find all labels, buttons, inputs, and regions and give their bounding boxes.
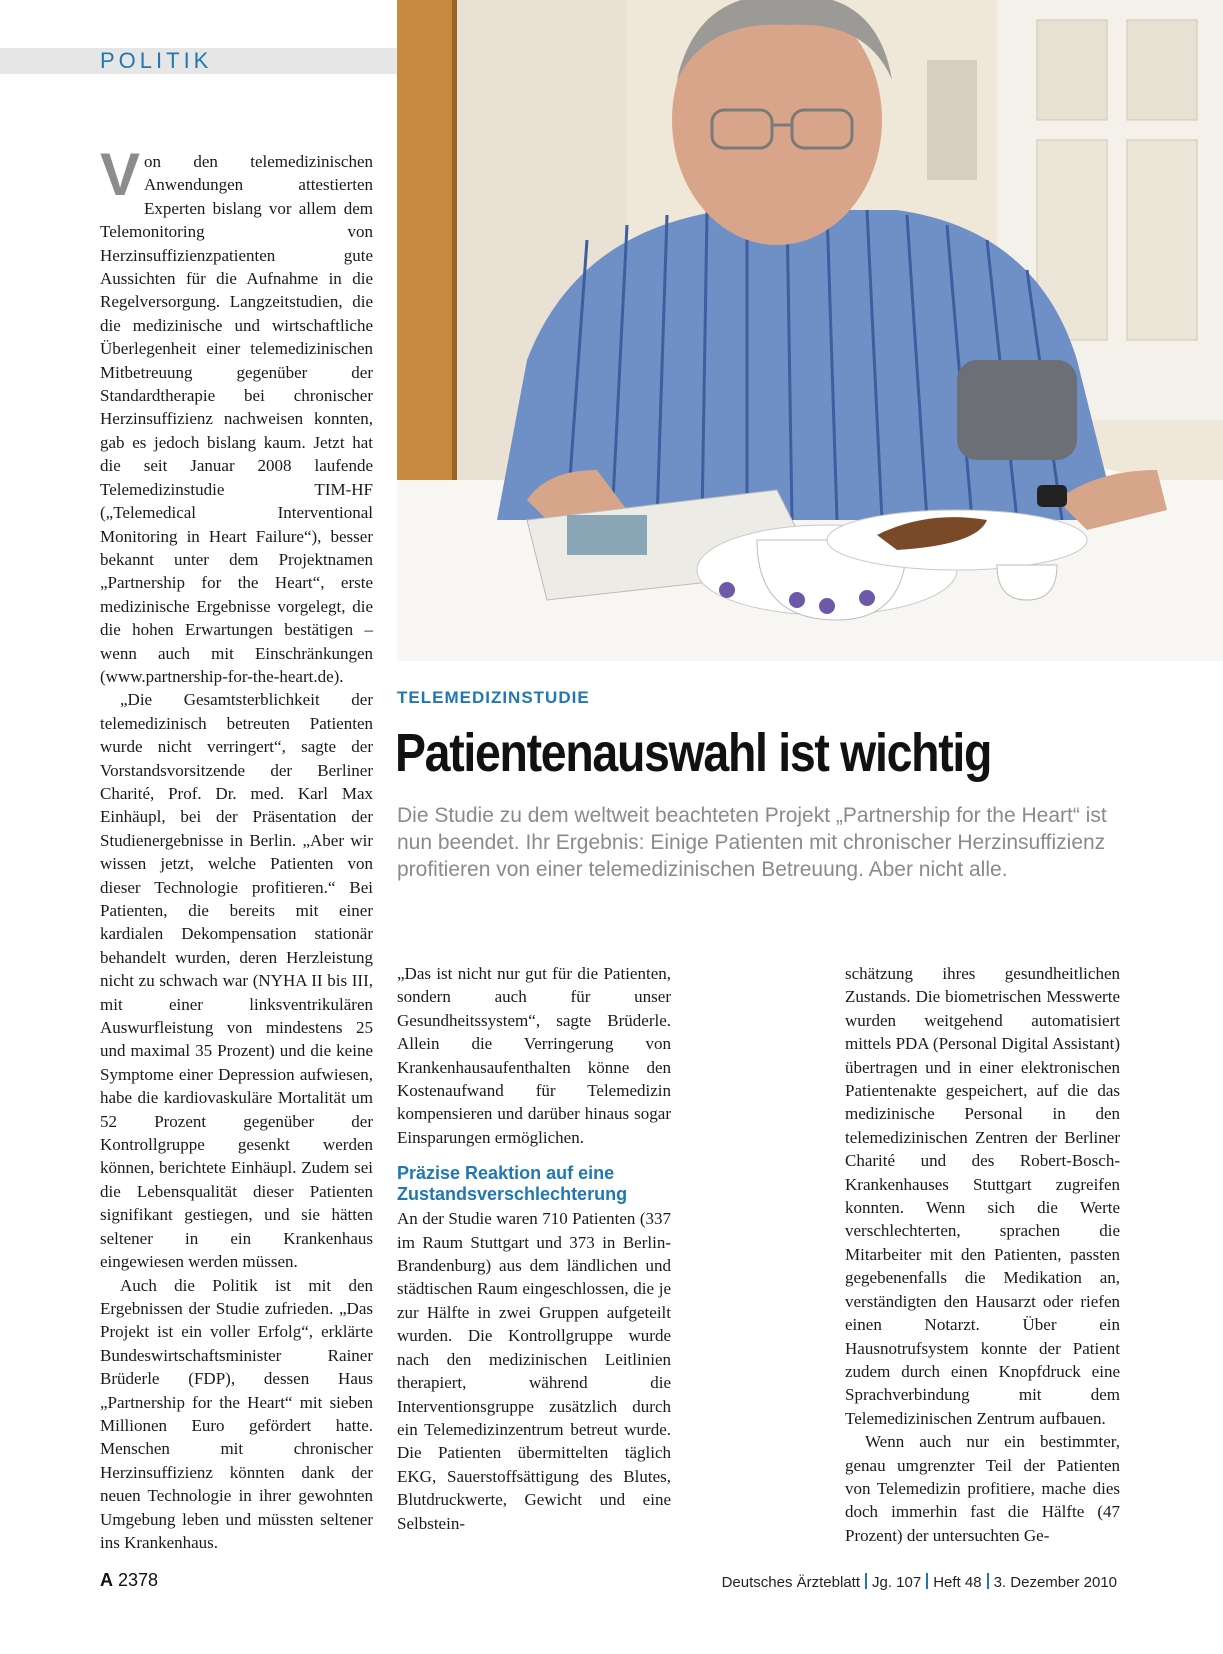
journal-footer bbox=[722, 1573, 1117, 1591]
body-column-3 bbox=[845, 962, 1120, 1547]
footer-separator bbox=[865, 1573, 867, 1589]
section-label: POLITIK bbox=[100, 48, 213, 73]
page-number bbox=[100, 1570, 158, 1591]
body-paragraph: Auch die Politik ist mit den Ergebnissen der Studie zufrieden. „Das Projekt ist ein voller Erfolg“, erklärte Bundeswirtschaftsminister Rainer Brüderle (FDP), dessen Haus „Partnership for the Heart“ mit sieben Millionen Euro gefördert hatte. Menschen mit chronischer Herzinsuffizienz könnten dank der neuen Technologie in ihrer gewohnten Umgebung leben und müssten seltener ins Krankenhaus. bbox=[100, 1275, 373, 1552]
journal-issue: Heft 48 bbox=[933, 1574, 982, 1591]
article-subheading: Präzise Reaktion auf eine Zustandsverschlechterung bbox=[397, 1163, 628, 1205]
article-kicker: TELEMEDIZINSTUDIE bbox=[397, 688, 590, 707]
journal-date: 3. Dezember 2010 bbox=[993, 1574, 1117, 1591]
body-paragraph: „Die Gesamtsterblichkeit der telemedizinisch betreuten Patienten wurde nicht verringert“, sagte der Vorstandsvorsitzende der Berliner Charité, Prof. Dr. med. Karl Max Einhäupl, bei der Präsentation der Studienergebnisse in Berlin. „Aber wir wissen jetzt, welche Patienten von dieser Technologie profitieren.“ Bei Patienten, die bereits mit einer kardialen Dekompensation stationär behandelt wurden, deren Herzleistung nicht zu schwach war (NYHA II bis III, mit einer linksventrikulären Auswurfleistung von mindestens 25 und maximal 35 Prozent) und die keine Symptome einer Depression aufwiesen, habe die kardiovaskuläre Mortalität um 52 Prozent gegenüber der Kontrollgruppe gesenkt werden können, berichtete Einhäupl. Zudem sei die Lebensqualität dieser Patienten signifikant gestiegen, und sie hätten seltener in ein Krankenhaus eingewiesen werden müssen. bbox=[100, 690, 373, 1272]
body-paragraph: schätzung ihres gesundheitlichen Zustands. Die biometrischen Messwerte wurden weitgehend automatisiert mittels PDA (Personal Digital Assistant) übertragen und in einer elektronischen Patientenakte gespeichert, auf die das medizinische Personal in den telemedizinischen Zentren der Berliner Charité und des Robert-Bosch-Krankenhauses Stuttgart zugreifen konnten. Wenn sich die Werte verschlechterten, sprachen die Mitarbeiter mit den Patienten, passten gegebenenfalls die Medikation an, verständigten den Hausarzt oder riefen einen Notarzt. Über ein Hausnotrufsystem konnte der Patient zudem durch einen Knopfdruck eine Sprachverbindung mit dem Telemedizinischen Zentrum aufbauen. bbox=[845, 964, 1120, 1428]
body-column-1 bbox=[100, 141, 373, 1554]
body-paragraph: „Das ist nicht nur gut für die Patienten, sondern auch für unser Gesundheitssystem“, sagte Brüderle. Allein die Verringerung von Krankenhausaufenthalten könne den Kostenaufwand für Telemedizin kompensieren und darüber hinaus sogar Einsparungen ermöglichen. bbox=[397, 964, 671, 1147]
page-letter: A bbox=[100, 1570, 113, 1590]
article-photo bbox=[397, 0, 1223, 661]
journal-volume: Jg. 107 bbox=[872, 1574, 922, 1591]
body-text: on den telemedizinischen Anwendungen attestierten Experten bislang vor allem dem Telemonitoring von Herzinsuffizienzpatienten gute Aussichten für die Aufnahme in die Regelversorgung. Langzeitstudien, die die medizinische und wirtschaftliche Überlegenheit einer telemedizinischen Mitbetreuung gegenüber der Standardtherapie bei chronischer Herzinsuffizienz nachweisen konnten, gab es jedoch bislang kaum. Jetzt hat die seit Januar 2008 laufende Telemedizinstudie TIM-HF („Telemedical Interventional Monitoring in Heart Failure“), besser bekannt unter dem Projektnamen „Partnership for the Heart“, erste medizinische Ergebnisse vorgelegt, die die hohen Erwartungen bestätigen – wenn auch mit Einschränkungen (www.partnership-for-the-heart.de). bbox=[100, 152, 373, 686]
footer-separator bbox=[987, 1573, 989, 1589]
body-paragraph: Wenn auch nur ein bestimmter, genau umgrenzter Teil der Patienten von Telemedizin profitiere, mache dies doch immerhin fast die Hälfte (47 Prozent) der untersuchten Ge- bbox=[845, 1432, 1120, 1545]
body-paragraph: An der Studie waren 710 Patienten (337 im Raum Stuttgart und 373 in Berlin-Brandenburg) aus dem ländlichen und städtischen Raum eingeschlossen, die je zur Hälfte in zwei Gruppen aufgeteilt wurden. Die Kontrollgruppe wurde nach den medizinischen Leitlinien therapiert, während die Interventionsgruppe zusätzlich durch ein Telemedizinzentrum betreut wurde. Die Patienten übermittelten täglich EKG, Sauerstoffsättigung des Blutes, Blutdruckwerte, Gewicht und eine Selbstein- bbox=[397, 1209, 671, 1533]
body-paragraph bbox=[100, 141, 373, 688]
drop-cap: V bbox=[100, 141, 141, 208]
article-deck: Die Studie zu dem weltweit beachteten Projekt „Partnership for the Heart“ ist nun beendet. Ihr Ergebnis: Einige Patienten mit chronischer Herzinsuffizienz profitieren von einer telemedizinischen Betreuung. Aber nicht alle. bbox=[397, 804, 1107, 881]
footer-separator bbox=[926, 1573, 928, 1589]
body-column-2 bbox=[397, 962, 671, 1535]
page-number-value: 2378 bbox=[118, 1570, 159, 1590]
journal-name: Deutsches Ärzteblatt bbox=[721, 1574, 860, 1591]
photo-illustration bbox=[397, 0, 1223, 661]
article-headline: Patientenauswahl ist wichtig bbox=[395, 723, 992, 783]
